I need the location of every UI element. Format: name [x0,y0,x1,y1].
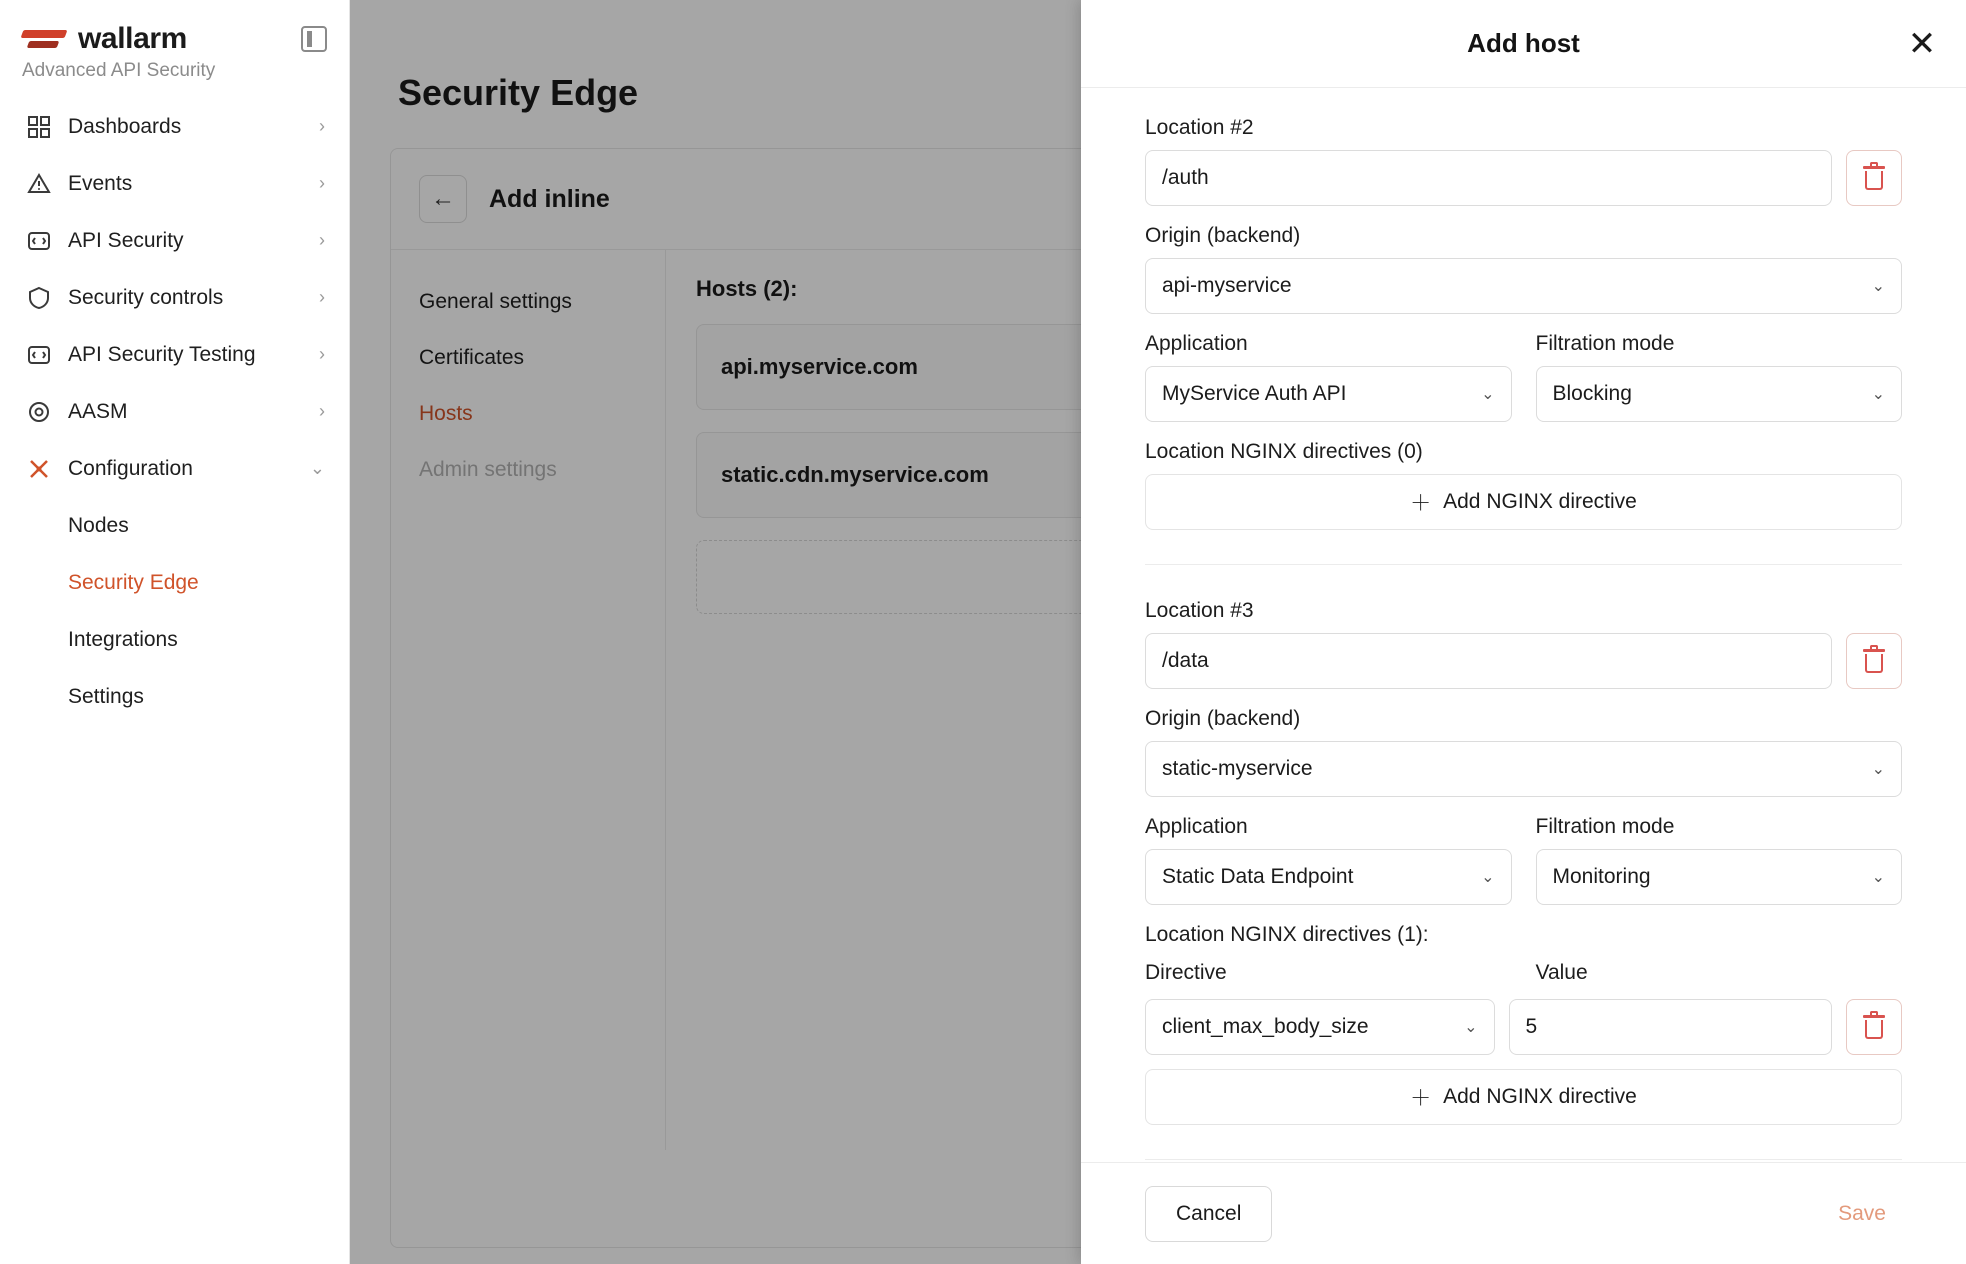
chevron-down-icon: ⌄ [1481,869,1495,886]
chevron-down-icon: ⌄ [309,458,325,478]
host-name: api.myservice.com [721,354,918,379]
step-general-settings[interactable]: General settings [419,290,572,313]
add-nginx-directive-label: Add NGINX directive [1443,490,1637,513]
location-block-3 [1145,599,1902,1125]
save-button[interactable]: Save [1822,1186,1902,1242]
chevron-right-icon: › [319,230,325,250]
delete-location-button[interactable] [1846,150,1902,206]
sidebar-item-label: Security controls [68,285,224,309]
plus-icon: ＋ [1410,1087,1432,1110]
delete-location-button[interactable] [1846,633,1902,689]
sidebar-item-api-security-testing[interactable] [12,326,337,383]
location-path-row [1145,150,1902,206]
grid-icon [24,112,54,142]
trash-icon [1863,166,1885,190]
directive-name-value: client_max_body_size [1162,1015,1369,1038]
brand-name: wallarm [78,22,187,55]
close-icon[interactable]: ✕ [1907,24,1937,63]
chevron-down-icon: ⌄ [1871,386,1885,403]
value-column-label: Value [1535,961,1588,984]
step-certificates[interactable]: Certificates [419,346,525,369]
location-heading: Location #2 [1145,116,1254,139]
chevron-right-icon: › [319,344,325,364]
brand-tagline: Advanced API Security [22,60,216,81]
filtration-mode-value: Blocking [1552,382,1632,405]
step-admin-settings: Admin settings [419,458,557,481]
sidebar-item-label: AASM [68,399,128,423]
directive-column-label: Directive [1145,961,1227,984]
sidebar-item-settings[interactable] [12,668,337,725]
sidebar-item-api-security[interactable] [12,212,337,269]
sidebar-item-aasm[interactable] [12,383,337,440]
application-filtration-row [1145,332,1902,422]
chevron-right-icon: › [319,173,325,193]
application-label: Application [1145,332,1248,355]
delete-directive-button[interactable] [1846,999,1902,1055]
drawer-header [1081,0,1966,88]
brand [22,22,187,56]
sidebar-subitem-label: Nodes [68,513,129,537]
sidebar-item-label: Dashboards [68,114,182,138]
trash-icon [1863,1015,1885,1039]
origin-label: Origin (backend) [1145,707,1301,730]
api-icon [24,226,54,256]
shield-icon [24,283,54,313]
chevron-right-icon: › [319,287,325,307]
filtration-mode-select[interactable] [1536,849,1903,905]
brand-row [0,0,349,56]
sidebar-item-security-controls[interactable] [12,269,337,326]
chevron-down-icon: ⌄ [1871,278,1885,295]
divider [1145,1159,1902,1160]
trash-icon [1863,649,1885,673]
host-name: static.cdn.myservice.com [721,462,989,487]
sidebar-item-label: Events [68,171,133,195]
step-hosts[interactable]: Hosts [419,402,473,425]
application-select[interactable] [1145,849,1512,905]
origin-label: Origin (backend) [1145,224,1301,247]
page-title: Security Edge [398,72,639,113]
wrench-icon [24,454,54,484]
sidebar-subitem-label: Integrations [68,627,178,651]
application-label: Application [1145,815,1248,838]
sidebar-item-security-edge[interactable] [12,554,337,611]
application-select[interactable] [1145,366,1512,422]
chevron-down-icon: ⌄ [1464,1019,1478,1036]
chevron-right-icon: › [319,401,325,421]
filtration-mode-value: Monitoring [1552,865,1651,888]
sidebar-nav [0,98,349,725]
location-path-input[interactable]: /data [1145,633,1832,689]
drawer-title: Add host [1467,28,1580,58]
directive-row [1145,999,1902,1055]
application-value: MyService Auth API [1162,382,1347,405]
nginx-directives-label: Location NGINX directives (0) [1145,440,1423,463]
filtration-mode-label: Filtration mode [1535,815,1675,838]
chevron-right-icon: › [319,116,325,136]
sidebar-item-events[interactable] [12,155,337,212]
location-block-2 [1145,116,1902,530]
api-test-icon [24,340,54,370]
sidebar [0,0,350,1264]
cancel-button[interactable]: Cancel [1145,1186,1272,1242]
panel-collapse-icon[interactable] [301,26,327,52]
sidebar-item-label: API Security [68,228,184,252]
hosts-count-label: Hosts (2): [696,276,798,301]
sidebar-subitem-label: Security Edge [68,570,199,594]
origin-value: static-myservice [1162,757,1313,780]
arrow-left-icon[interactable]: ← [419,175,467,223]
application-filtration-row [1145,815,1902,905]
location-heading: Location #3 [1145,599,1254,622]
application-value: Static Data Endpoint [1162,865,1354,888]
add-host-drawer [1081,0,1966,1264]
card-title: Add inline [489,184,610,213]
divider [1145,564,1902,565]
nginx-directives-label: Location NGINX directives (1): [1145,923,1429,946]
sidebar-item-nodes[interactable] [12,497,337,554]
location-path-row [1145,633,1902,689]
drawer-footer [1081,1162,1966,1264]
warning-icon [24,169,54,199]
sidebar-item-label: API Security Testing [68,342,256,366]
sidebar-subitem-label: Settings [68,684,144,708]
target-icon [24,397,54,427]
sidebar-item-integrations[interactable] [12,611,337,668]
chevron-down-icon: ⌄ [1481,386,1495,403]
directive-name-select[interactable] [1145,999,1495,1055]
origin-select[interactable] [1145,258,1902,314]
add-nginx-directive-button[interactable] [1145,474,1902,530]
sidebar-item-configuration[interactable] [12,440,337,497]
sidebar-item-label: Configuration [68,456,193,480]
wallarm-logo-icon [22,26,68,52]
add-nginx-directive-label: Add NGINX directive [1443,1085,1637,1108]
filtration-mode-select[interactable] [1536,366,1903,422]
add-nginx-directive-button[interactable] [1145,1069,1902,1125]
directive-value-input[interactable]: 5 [1509,999,1833,1055]
directive-columns-header [1145,961,1902,985]
plus-icon: ＋ [1410,492,1432,515]
origin-select[interactable] [1145,741,1902,797]
filtration-mode-label: Filtration mode [1535,332,1675,355]
drawer-body [1081,88,1966,1162]
chevron-down-icon: ⌄ [1871,869,1885,886]
origin-value: api-myservice [1162,274,1292,297]
sidebar-item-dashboards[interactable] [12,98,337,155]
chevron-down-icon: ⌄ [1871,761,1885,778]
location-path-input[interactable]: /auth [1145,150,1832,206]
